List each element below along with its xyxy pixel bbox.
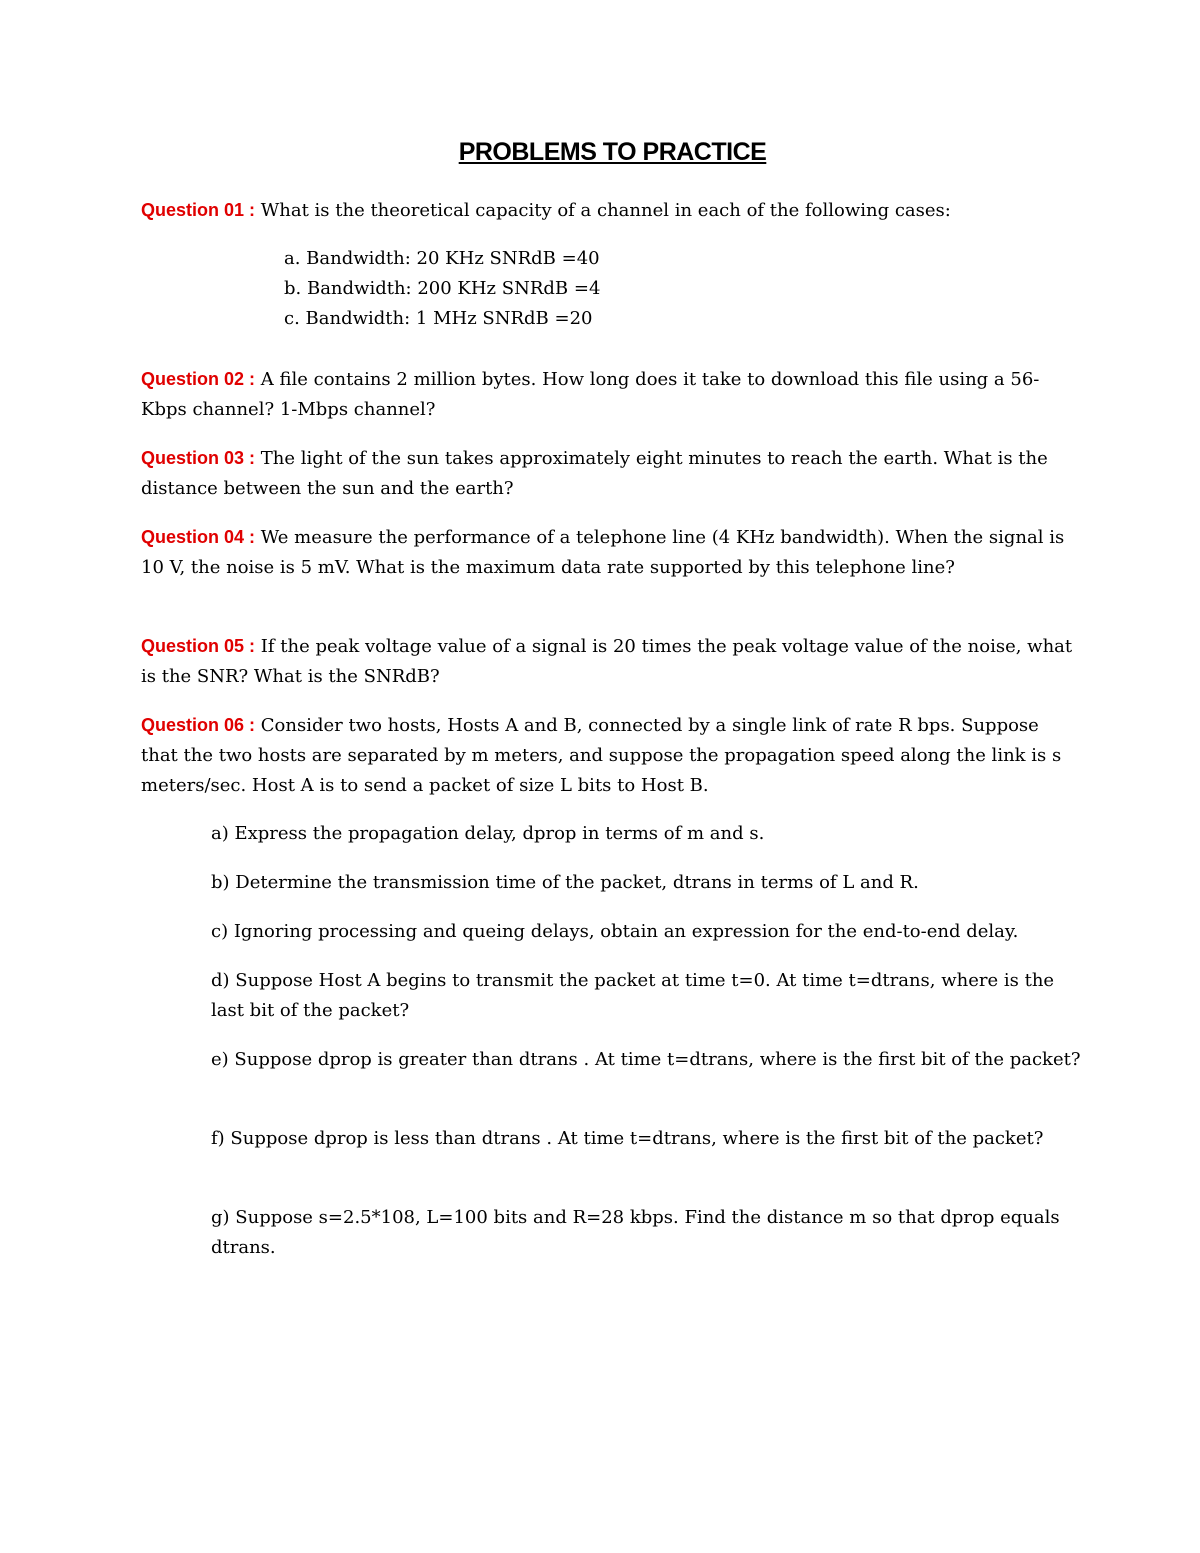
part-a: a) Express the propagation delay, dprop in terms of m and s. xyxy=(211,823,765,844)
question-06 xyxy=(141,710,1081,801)
question-text: What is the theoretical capacity of a channel in each of the following cases: xyxy=(255,200,951,221)
question-04 xyxy=(141,522,1081,583)
question-03 xyxy=(141,443,1081,504)
question-label: Question 06 : xyxy=(141,715,256,735)
part-c: c) Ignoring processing and queing delays, obtain an expression for the end-to-end delay. xyxy=(211,921,1019,942)
part-d: d) Suppose Host A begins to transmit the packet at time t=0. At time t=dtrans, where is the last bit of the packet? xyxy=(211,970,1055,1021)
question-text: If the peak voltage value of a signal is 20 times the peak voltage value of the noise, what is the SNR? What is the SNRdB? xyxy=(141,636,1073,687)
page-title: PROBLEMS TO PRACTICE xyxy=(458,138,767,166)
case-b: b. Bandwidth: 200 KHz SNRdB =4 xyxy=(284,278,601,299)
part-f: f) Suppose dprop is less than dtrans . At time t=dtrans, where is the first bit of the packet? xyxy=(211,1128,1044,1149)
question-text: We measure the performance of a telephone line (4 KHz bandwidth). When the signal is 10 V, the noise is 5 mV. What is the maximum data rate supported by this telephone line? xyxy=(141,527,1065,578)
question-label: Question 02 : xyxy=(141,369,256,389)
part-b: b) Determine the transmission time of the packet, dtrans in terms of L and R. xyxy=(211,872,919,893)
question-01 xyxy=(141,195,1081,226)
part-g: g) Suppose s=2.5*108, L=100 bits and R=28 kbps. Find the distance m so that dprop equals dtrans. xyxy=(211,1207,1060,1258)
case-a: a. Bandwidth: 20 KHz SNRdB =40 xyxy=(284,248,600,269)
question-label: Question 03 : xyxy=(141,448,256,468)
question-text: The light of the sun takes approximately eight minutes to reach the earth. What is the distance between the sun and the earth? xyxy=(141,448,1048,499)
question-02 xyxy=(141,364,1081,425)
case-c: c. Bandwidth: 1 MHz SNRdB =20 xyxy=(284,308,593,329)
question-label: Question 05 : xyxy=(141,636,256,656)
part-e: e) Suppose dprop is greater than dtrans . At time t=dtrans, where is the first bit of the packet? xyxy=(211,1049,1081,1070)
question-text: A file contains 2 million bytes. How long does it take to download this file using a 56-Kbps channel? 1-Mbps channel? xyxy=(141,369,1040,420)
question-text: Consider two hosts, Hosts A and B, connected by a single link of rate R bps. Suppose that the two hosts are separated by m meters, and suppose the propagation speed along the link is s meters/sec. Host A is to send a packet of size L bits to Host B. xyxy=(141,715,1062,796)
question-label: Question 04 : xyxy=(141,527,256,547)
question-05 xyxy=(141,631,1081,692)
question-label: Question 01 : xyxy=(141,200,256,220)
